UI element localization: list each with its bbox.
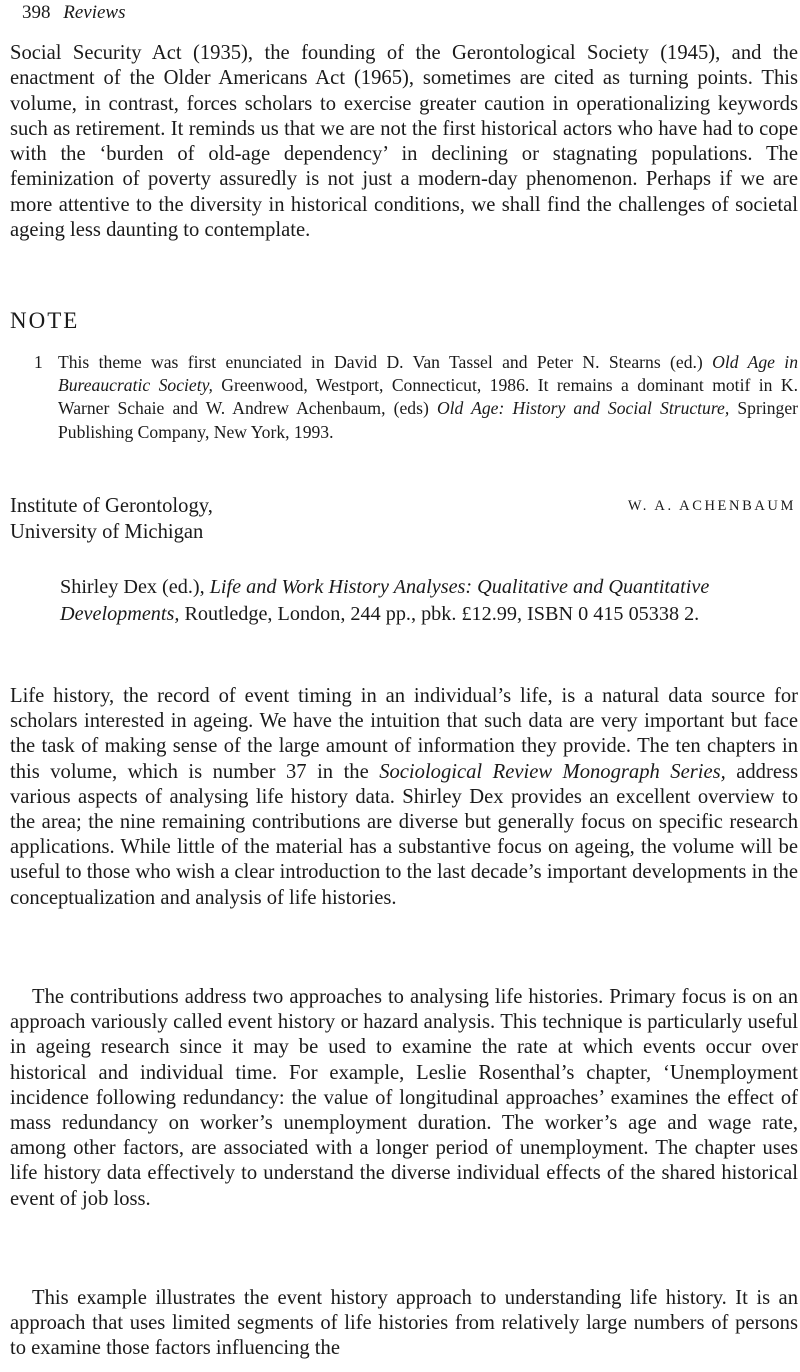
- reviewer-name: W. A. ACHENBAUM: [627, 498, 796, 514]
- affiliation-line-2: University of Michigan: [10, 521, 204, 543]
- review-paragraph-1: [10, 684, 798, 911]
- footnote-number: 1: [34, 352, 43, 372]
- footnote-title-b: Old Age: History and Social Structure,: [436, 398, 730, 419]
- footnote-title-a: Old Age in Bureaucratic Society,: [58, 352, 798, 396]
- running-head: [22, 2, 126, 24]
- book-editor: Shirley Dex (ed.),: [60, 576, 210, 598]
- paragraph-1-text-a: Life history, the record of event timing in an individual’s life, is a natural data source for scholars interested in ageing. We have the intuition that such data are very important but face the task of making sense of the large amount of information they provide. The ten chapters in this volume, which is number 37 in the: [10, 685, 798, 783]
- series-title: Sociological Review Monograph Series,: [379, 760, 726, 783]
- review-paragraph-2: The contributions address two approaches to analysing life histories. Primary focus is on an approach variously called event history or hazard analysis. This technique is particularly useful in ageing research since it may be used to examine the rate at which events occur over historical and individual time. For example, Leslie Rosenthal’s chapter, ‘Unemployment incidence following redundancy: the value of longitudinal approaches’ examines the effect of mass redundancy on worker’s unemployment duration. The worker’s age and wage rate, among other factors, are associated with a longer period of unemployment. The chapter uses life history data effectively to understand the diverse individual effects of the shared historical event of job loss.: [10, 986, 798, 1210]
- book-details: Routledge, London, 244 pp., pbk. £12.99, ISBN 0 415 05338 2.: [179, 602, 700, 625]
- footnote: [34, 351, 798, 444]
- note-heading: NOTE: [10, 308, 80, 333]
- intro-paragraph: Social Security Act (1935), the founding of the Gerontological Society (1945), and the enactment of the Older Americans Act (1965), sometimes are cited as turning points. This volume, in contrast, forces scholars to exercise greater caution in operationalizing keywords such as retirement. It reminds us that we are not the first historical actors who have had to cope with the ‘burden of old-age dependency’ in declining or stagnating populations. The feminization of poverty assuredly is not just a modern-day phenomenon. Perhaps if we are more attentive to the diversity in historical conditions, we shall find the challenges of societal ageing less daunting to contemplate.: [10, 42, 798, 242]
- affiliation-line-1: Institute of Gerontology,: [10, 495, 213, 517]
- book-title: Life and Work History Analyses: Qualitative and Quantitative Developments,: [60, 576, 710, 625]
- footnote-text: [58, 351, 798, 444]
- footnote-text-a: This theme was first enunciated in David D. Van Tassel and Peter N. Stearns (ed.): [58, 352, 713, 372]
- footnote-text-c: Springer Publishing Company, New York, 1993.: [58, 398, 798, 442]
- paragraph-1-text-b: address various aspects of analysing life history data. Shirley Dex provides an excellent overview to the area; the nine remaining contributions are diverse but generally focus on specific research applications. While little of the material has a substantive focus on ageing, the volume will be useful to those who wish a clear introduction to the last decade’s important developments in the conceptualization and analysis of life histories.: [10, 760, 798, 909]
- review-paragraph-3: This example illustrates the event history approach to understanding life history. It is an approach that uses limited segments of life histories from relatively large numbers of persons to examine those factors influencing the: [10, 1287, 798, 1360]
- footnote-text-b: Greenwood, Westport, Connecticut, 1986. It remains a dominant motif in K. Warner Schaie and W. Andrew Achenbaum, (eds): [58, 375, 798, 419]
- section-title: Reviews: [63, 2, 126, 23]
- book-reference: [60, 574, 798, 627]
- reviewer-affiliation: [10, 493, 213, 545]
- page-number: 398: [22, 2, 51, 23]
